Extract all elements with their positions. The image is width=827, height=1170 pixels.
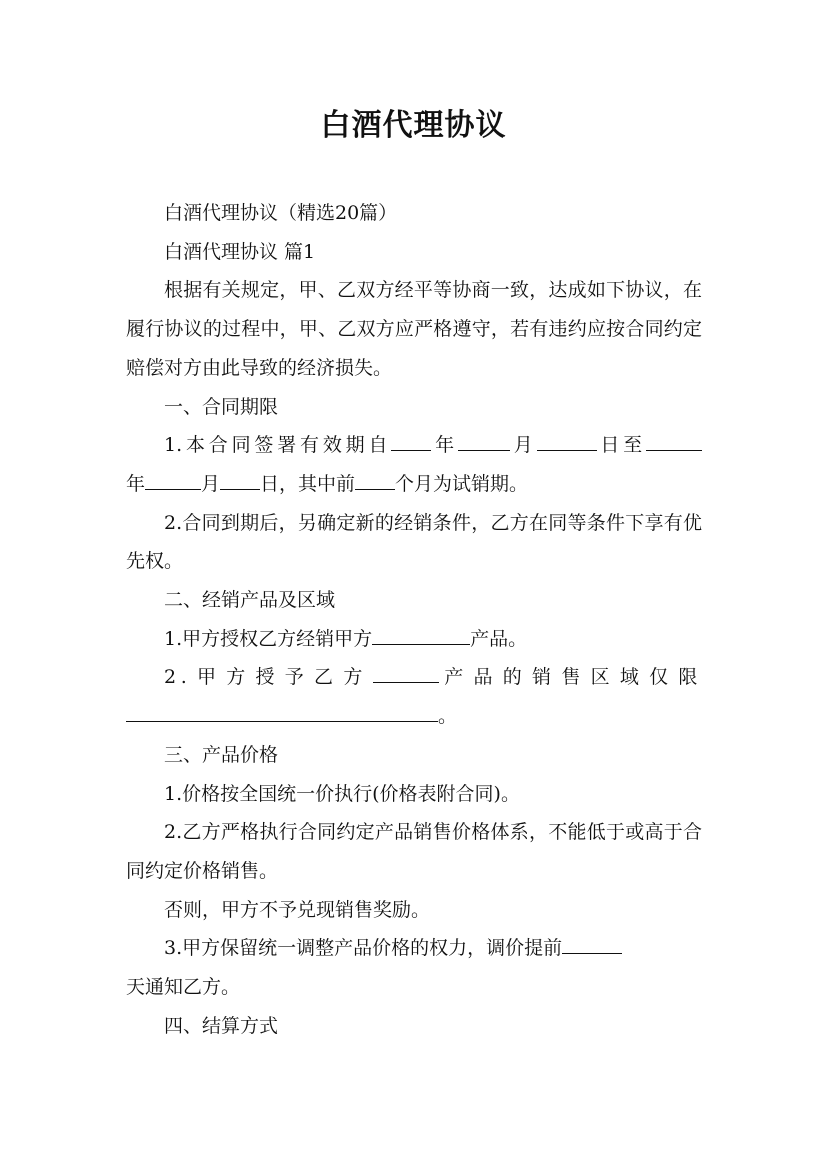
clause-text: 个月为试销期。	[395, 472, 529, 495]
clause-text: 1.甲方授权乙方经销甲方	[164, 627, 373, 650]
clause-text: 1.本合同签署有效期自	[164, 434, 392, 457]
heading-settlement: 四、结算方式	[164, 1014, 279, 1037]
blank-line	[220, 465, 260, 490]
blank-line	[373, 658, 439, 683]
blank-line	[562, 929, 622, 954]
clause-text: 日，其中前	[260, 472, 356, 495]
blank-line	[537, 426, 597, 451]
blank-line	[372, 620, 470, 645]
clause-text: 。	[438, 705, 458, 728]
clause-text: 产品。	[470, 627, 528, 650]
clause-text: 年	[431, 434, 458, 457]
clause-term-1-cont	[126, 465, 702, 504]
clause-term-1	[126, 426, 702, 465]
subtitle-paragraph: 白酒代理协议（精选20篇）	[164, 202, 398, 224]
clause-price-3-cont	[126, 968, 702, 1007]
blank-line	[646, 426, 702, 451]
clause-text: 月	[201, 472, 221, 495]
section-heading-article-1: 白酒代理协议 篇1	[164, 240, 316, 263]
blank-line	[391, 426, 431, 451]
preamble-paragraph: 根据有关规定，甲、乙双方经平等协商一致，达成如下协议，在履行协议的过程中，甲、乙双方应严格遵守，若有违约应按合同约定赔偿对方由此导致的经济损失。	[126, 279, 702, 379]
blank-line	[458, 426, 510, 451]
clause-text: 2.甲方授予乙方	[164, 666, 373, 689]
heading-contract-term: 一、合同期限	[164, 395, 279, 418]
clause-price-1: 1.价格按全国统一价执行(价格表附合同)。	[164, 782, 520, 805]
clause-price-2: 2.乙方严格执行合同约定产品销售价格体系，不能低于或高于合同约定价格销售。	[126, 821, 702, 882]
clause-text: 3.甲方保留统一调整产品价格的权力，调价提前	[164, 937, 563, 960]
heading-products-region: 二、经销产品及区域	[164, 589, 336, 612]
blank-line	[126, 697, 438, 722]
clause-price-3	[126, 929, 702, 968]
blank-line	[355, 465, 395, 490]
clause-product-1	[126, 620, 702, 659]
clause-text: 日至	[596, 434, 646, 457]
clause-text: 年	[126, 472, 146, 495]
blank-line	[145, 465, 201, 490]
clause-text: 天通知乙方。	[126, 976, 241, 999]
clause-product-2-cont	[126, 697, 702, 736]
document-title: 白酒代理协议	[320, 108, 507, 143]
heading-product-price: 三、产品价格	[164, 743, 279, 766]
clause-price-2-note: 否则，甲方不予兑现销售奖励。	[164, 898, 431, 921]
clause-text: 产品的销售区域仅限	[438, 666, 702, 689]
clause-term-2: 2.合同到期后，另确定新的经销条件，乙方在同等条件下享有优先权。	[126, 511, 702, 573]
clause-product-2	[126, 658, 702, 697]
document-body	[126, 194, 702, 1045]
clause-text: 月	[509, 434, 537, 457]
